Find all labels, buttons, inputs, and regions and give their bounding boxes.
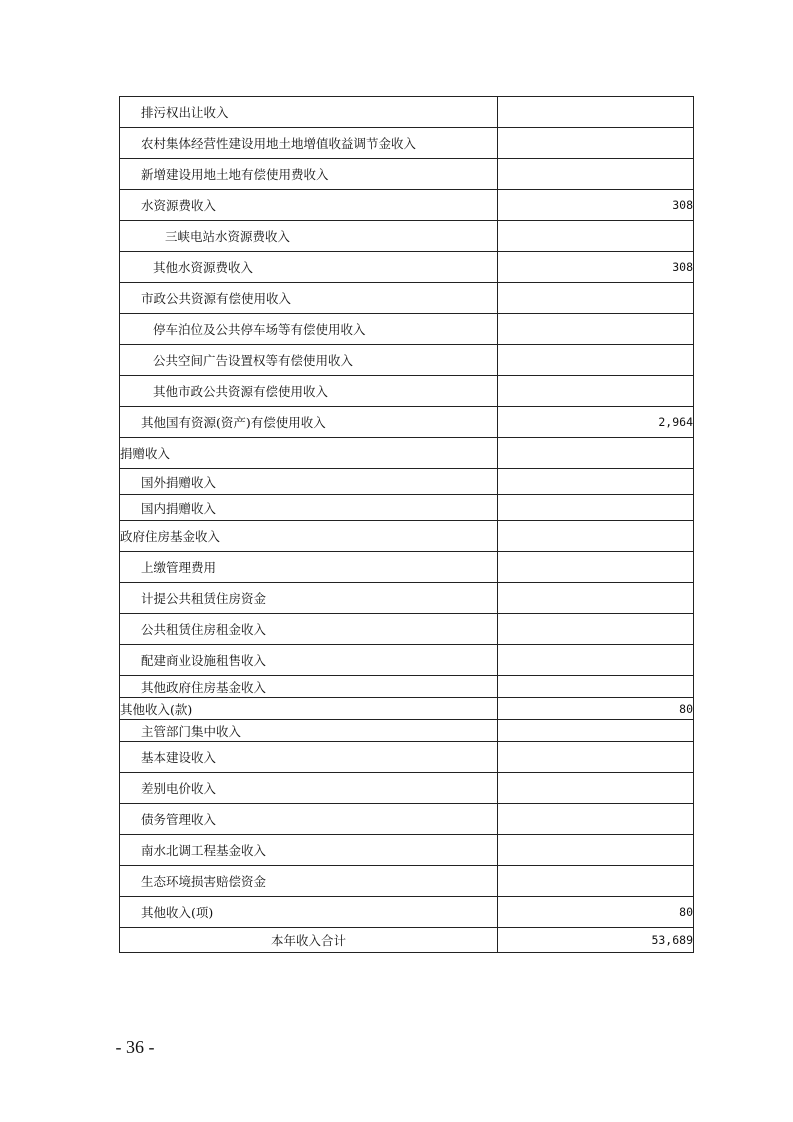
page-number: - 36 - bbox=[115, 1037, 155, 1057]
row-value: 308 bbox=[498, 252, 694, 283]
row-value bbox=[498, 645, 694, 676]
row-label: 主管部门集中收入 bbox=[120, 720, 498, 742]
row-value bbox=[498, 345, 694, 376]
row-value bbox=[498, 742, 694, 773]
table-row bbox=[120, 283, 694, 314]
row-value bbox=[498, 221, 694, 252]
row-label: 其他国有资源(资产)有偿使用收入 bbox=[120, 407, 498, 438]
row-value bbox=[498, 128, 694, 159]
total-row bbox=[120, 928, 694, 953]
table-row bbox=[120, 495, 694, 521]
row-label: 生态环境损害赔偿资金 bbox=[120, 866, 498, 897]
table-row bbox=[120, 128, 694, 159]
row-value bbox=[498, 469, 694, 495]
table-row bbox=[120, 97, 694, 128]
row-value bbox=[498, 866, 694, 897]
row-label: 新增建设用地土地有偿使用费收入 bbox=[120, 159, 498, 190]
row-value bbox=[498, 773, 694, 804]
row-value bbox=[498, 283, 694, 314]
table-row bbox=[120, 866, 694, 897]
row-label: 其他市政公共资源有偿使用收入 bbox=[120, 376, 498, 407]
row-value bbox=[498, 552, 694, 583]
row-label: 公共空间广告设置权等有偿使用收入 bbox=[120, 345, 498, 376]
row-value bbox=[498, 676, 694, 698]
table-row bbox=[120, 159, 694, 190]
table-row bbox=[120, 190, 694, 221]
row-label: 基本建设收入 bbox=[120, 742, 498, 773]
table-row bbox=[120, 804, 694, 835]
row-label: 其他收入(项) bbox=[120, 897, 498, 928]
row-label: 上缴管理费用 bbox=[120, 552, 498, 583]
row-value: 308 bbox=[498, 190, 694, 221]
row-label: 南水北调工程基金收入 bbox=[120, 835, 498, 866]
row-value bbox=[498, 159, 694, 190]
table-row bbox=[120, 469, 694, 495]
table-row bbox=[120, 407, 694, 438]
table-row bbox=[120, 614, 694, 645]
revenue-table bbox=[119, 96, 694, 953]
table-row bbox=[120, 438, 694, 469]
table-row bbox=[120, 698, 694, 720]
row-value: 2,964 bbox=[498, 407, 694, 438]
table-row bbox=[120, 720, 694, 742]
table-row bbox=[120, 583, 694, 614]
row-label: 水资源费收入 bbox=[120, 190, 498, 221]
row-label: 排污权出让收入 bbox=[120, 97, 498, 128]
row-value bbox=[498, 720, 694, 742]
row-label: 公共租赁住房租金收入 bbox=[120, 614, 498, 645]
row-label: 其他政府住房基金收入 bbox=[120, 676, 498, 698]
table-row bbox=[120, 552, 694, 583]
row-label: 国内捐赠收入 bbox=[120, 495, 498, 521]
row-value bbox=[498, 495, 694, 521]
row-value bbox=[498, 835, 694, 866]
row-label: 其他收入(款) bbox=[120, 698, 498, 720]
table-row bbox=[120, 897, 694, 928]
table-row bbox=[120, 345, 694, 376]
row-label: 债务管理收入 bbox=[120, 804, 498, 835]
table-row bbox=[120, 314, 694, 345]
table-row bbox=[120, 835, 694, 866]
row-value: 80 bbox=[498, 897, 694, 928]
row-label: 捐赠收入 bbox=[120, 438, 498, 469]
table-row bbox=[120, 742, 694, 773]
row-label: 三峡电站水资源费收入 bbox=[120, 221, 498, 252]
row-label: 国外捐赠收入 bbox=[120, 469, 498, 495]
row-value bbox=[498, 97, 694, 128]
row-label: 政府住房基金收入 bbox=[120, 521, 498, 552]
total-label: 本年收入合计 bbox=[120, 928, 498, 953]
row-value bbox=[498, 614, 694, 645]
row-label: 停车泊位及公共停车场等有偿使用收入 bbox=[120, 314, 498, 345]
row-label: 市政公共资源有偿使用收入 bbox=[120, 283, 498, 314]
row-value bbox=[498, 521, 694, 552]
total-value: 53,689 bbox=[498, 928, 694, 953]
row-value bbox=[498, 804, 694, 835]
row-value bbox=[498, 438, 694, 469]
row-label: 配建商业设施租售收入 bbox=[120, 645, 498, 676]
table-row bbox=[120, 773, 694, 804]
row-value bbox=[498, 583, 694, 614]
table-row bbox=[120, 645, 694, 676]
table-row bbox=[120, 376, 694, 407]
row-label: 其他水资源费收入 bbox=[120, 252, 498, 283]
row-label: 计提公共租赁住房资金 bbox=[120, 583, 498, 614]
table-row bbox=[120, 252, 694, 283]
table-row bbox=[120, 221, 694, 252]
table-row bbox=[120, 676, 694, 698]
row-value: 80 bbox=[498, 698, 694, 720]
row-value bbox=[498, 376, 694, 407]
row-label: 农村集体经营性建设用地土地增值收益调节金收入 bbox=[120, 128, 498, 159]
row-value bbox=[498, 314, 694, 345]
row-label: 差别电价收入 bbox=[120, 773, 498, 804]
table-row bbox=[120, 521, 694, 552]
